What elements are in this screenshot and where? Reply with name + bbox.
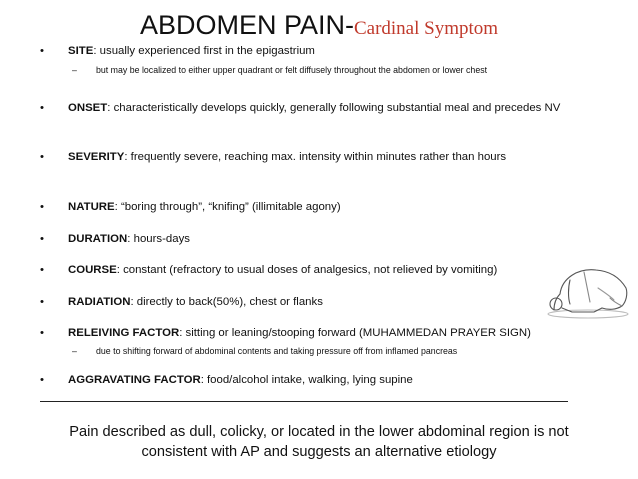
bullet-glyph: •	[40, 374, 44, 386]
bullet-label: NATURE	[68, 201, 115, 213]
dash-glyph: –	[72, 346, 77, 356]
bullet-text: : food/alcohol intake, walking, lying supine	[200, 374, 413, 386]
footnote: Pain described as dull, colicky, or located in the lower abdominal region is not consistent with AP and suggests an alternative etiology	[69, 424, 569, 460]
sub-point-text: but may be localized to either upper quadrant or felt diffusely throughout the abdomen or lower chest	[96, 65, 488, 75]
bullet-text: : directly to back(50%), chest or flanks	[130, 296, 323, 308]
bullet-glyph: •	[40, 327, 44, 339]
sub-point-text: due to shifting forward of abdominal contents and taking pressure off from inflamed pancreas	[96, 346, 458, 356]
bullet-glyph: •	[40, 201, 44, 213]
bullet-text: : “boring through”, “knifing” (illimitable agony)	[114, 201, 341, 213]
bullet-text: : sitting or leaning/stooping forward (MUHAMMEDAN PRAYER SIGN)	[179, 327, 531, 339]
bullet-label: SEVERITY	[68, 151, 125, 163]
bullet-text: : constant (refractory to usual doses of analgesics, not relieved by vomiting)	[116, 264, 498, 276]
slide-title	[0, 8, 638, 46]
separator-line	[40, 401, 568, 402]
bullet-glyph: •	[40, 264, 44, 276]
bullet-glyph: •	[40, 151, 44, 163]
bullet-text: : hours-days	[127, 233, 190, 245]
bullet-text: : usually experienced first in the epigastrium	[93, 45, 315, 57]
bullet-glyph: •	[40, 102, 44, 114]
bullet-glyph: •	[40, 45, 44, 57]
bullet-label: AGGRAVATING FACTOR	[68, 374, 201, 386]
bullet-label: RELEIVING FACTOR	[68, 327, 180, 339]
bullet-glyph: •	[40, 233, 44, 245]
title-subtitle: Cardinal Symptom	[353, 18, 499, 39]
bullet-label: SITE	[68, 45, 94, 57]
title-main: ABDOMEN PAIN-	[139, 10, 354, 40]
dash-glyph: –	[72, 65, 77, 75]
bullet-text: : frequently severe, reaching max. intensity within minutes rather than hours	[124, 151, 507, 163]
bullet-label: COURSE	[68, 264, 117, 276]
prayer-position-sketch-icon	[540, 258, 636, 320]
bullet-label: ONSET	[68, 102, 108, 114]
bullet-glyph: •	[40, 296, 44, 308]
bullet-label: RADIATION	[68, 296, 131, 308]
bullet-label: DURATION	[68, 233, 128, 245]
bullet-text: : characteristically develops quickly, generally following substantial meal and precedes NV	[107, 102, 561, 114]
